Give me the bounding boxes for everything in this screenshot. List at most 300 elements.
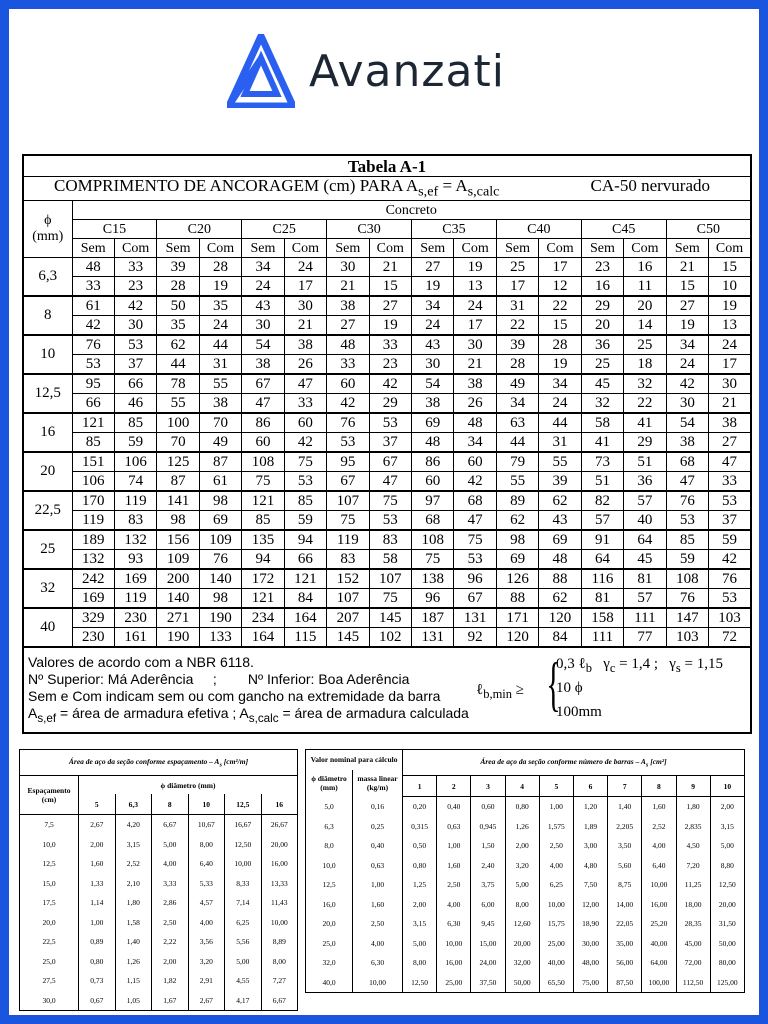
subtitle-text: COMPRIMENTO DE ANCORAGEM (cm) PARA A bbox=[54, 176, 419, 195]
anchorage-value-inferior: 33 bbox=[72, 277, 114, 297]
anchorage-value-superior: 94 bbox=[284, 530, 326, 550]
diameter-cell: 32,0 bbox=[306, 953, 353, 973]
area-value: 1,26 bbox=[115, 952, 152, 972]
area-value: 1,14 bbox=[79, 893, 116, 913]
esp-title-subscript: s bbox=[219, 761, 222, 769]
anchorage-value-superior: 151 bbox=[72, 452, 114, 472]
anchorage-value-superior: 21 bbox=[369, 258, 411, 277]
anchorage-value-inferior: 98 bbox=[199, 589, 241, 609]
anchorage-value-inferior: 26 bbox=[284, 355, 326, 375]
sem-header: Sem bbox=[581, 239, 623, 258]
geq-symbol: ≥ bbox=[515, 682, 524, 699]
anchorage-value-inferior: 15 bbox=[369, 277, 411, 297]
area-value: 8,00 bbox=[505, 895, 539, 915]
anchorage-value-superior: 271 bbox=[157, 608, 199, 628]
anchorage-value-superior: 27 bbox=[412, 258, 454, 277]
anchorage-value-superior: 60 bbox=[327, 374, 369, 394]
anchorage-value-inferior: 37 bbox=[369, 433, 411, 453]
area-value: 10,00 bbox=[225, 854, 262, 874]
area-value: 45,00 bbox=[676, 934, 710, 954]
anchorage-value-superior: 98 bbox=[496, 530, 538, 550]
area-value: 112,50 bbox=[676, 973, 710, 993]
area-value: 1,20 bbox=[573, 797, 607, 817]
bars-title-unit: [cm²] bbox=[648, 756, 667, 766]
area-value: 0,945 bbox=[471, 817, 505, 837]
bar-count-header: 8 bbox=[642, 776, 676, 797]
anchorage-value-inferior: 29 bbox=[369, 394, 411, 414]
table-subtitle bbox=[23, 177, 751, 201]
diameter-cell: 32 bbox=[23, 569, 72, 608]
avanzati-triangle-icon bbox=[227, 34, 295, 108]
anchorage-value-inferior: 13 bbox=[709, 316, 751, 336]
area-value: 80,00 bbox=[710, 953, 744, 973]
anchorage-value-superior: 111 bbox=[624, 608, 666, 628]
anchorage-value-superior: 119 bbox=[327, 530, 369, 550]
gamma-s: γ bbox=[669, 656, 676, 673]
esp-title-text: Área de aço da seção conforme espaçamento – A bbox=[68, 756, 220, 766]
anchorage-value-superior: 42 bbox=[369, 374, 411, 394]
area-value: 75,00 bbox=[573, 973, 607, 993]
area-value: 3,15 bbox=[710, 817, 744, 837]
anchorage-value-superior: 69 bbox=[412, 413, 454, 433]
area-value: 50,00 bbox=[710, 934, 744, 954]
anchorage-value-superior: 59 bbox=[709, 530, 751, 550]
sem-header: Sem bbox=[666, 239, 708, 258]
area-value: 4,00 bbox=[188, 913, 225, 933]
area-value: 8,00 bbox=[188, 835, 225, 855]
anchorage-value-superior: 131 bbox=[454, 608, 496, 628]
anchorage-value-inferior: 103 bbox=[666, 628, 708, 648]
concreto-header: Concreto bbox=[72, 201, 751, 220]
anchorage-value-superior: 164 bbox=[284, 608, 326, 628]
diameter-cell: 6,3 bbox=[306, 817, 353, 837]
area-value: 12,60 bbox=[505, 914, 539, 934]
anchorage-value-superior: 86 bbox=[242, 413, 284, 433]
anchorage-value-inferior: 13 bbox=[454, 277, 496, 297]
diameter-group-header: ϕ diâmetro (mm) bbox=[79, 776, 298, 795]
diameter-cell: 10,0 bbox=[306, 856, 353, 876]
anchorage-value-superior: 88 bbox=[539, 569, 581, 589]
com-header: Com bbox=[369, 239, 411, 258]
area-value: 1,26 bbox=[505, 817, 539, 837]
area-value: 1,80 bbox=[115, 893, 152, 913]
anchorage-value-superior: 97 bbox=[412, 491, 454, 511]
area-value: 1,00 bbox=[79, 913, 116, 933]
area-value: 1,575 bbox=[539, 817, 573, 837]
steel-class: CA-50 nervurado bbox=[590, 176, 710, 195]
anchorage-value-inferior: 94 bbox=[242, 550, 284, 570]
anchorage-value-superior: 120 bbox=[539, 608, 581, 628]
anchorage-value-inferior: 18 bbox=[624, 355, 666, 375]
area-value: 0,60 bbox=[471, 797, 505, 817]
area-value: 4,00 bbox=[642, 836, 676, 856]
concrete-class: C35 bbox=[412, 220, 497, 239]
anchorage-value-superior: 15 bbox=[709, 258, 751, 277]
area-value: 5,00 bbox=[505, 875, 539, 895]
area-value: 10,00 bbox=[642, 875, 676, 895]
area-value: 100,00 bbox=[642, 973, 676, 993]
area-value: 16,67 bbox=[225, 815, 262, 835]
area-value: 6,25 bbox=[539, 875, 573, 895]
area-value: 6,40 bbox=[188, 854, 225, 874]
diameter-header: 6,3 bbox=[115, 794, 152, 815]
area-value: 30,00 bbox=[573, 934, 607, 954]
anchorage-value-inferior: 92 bbox=[454, 628, 496, 648]
com-header: Com bbox=[539, 239, 581, 258]
anchorage-value-superior: 33 bbox=[114, 258, 156, 277]
anchorage-value-superior: 19 bbox=[454, 258, 496, 277]
anchorage-value-superior: 30 bbox=[327, 258, 369, 277]
area-value: 87,50 bbox=[608, 973, 642, 993]
area-value: 1,60 bbox=[437, 856, 471, 876]
anchorage-value-inferior: 75 bbox=[327, 511, 369, 531]
anchorage-value-superior: 86 bbox=[412, 452, 454, 472]
anchorage-value-superior: 23 bbox=[581, 258, 623, 277]
area-value: 10,00 bbox=[539, 895, 573, 915]
area-value: 10,00 bbox=[261, 913, 298, 933]
lb-min-formula bbox=[476, 652, 751, 724]
bars-title-text: Área de aço da seção conforme número de barras – A bbox=[480, 756, 646, 766]
area-value: 15,00 bbox=[471, 934, 505, 954]
anchorage-value-inferior: 27 bbox=[327, 316, 369, 336]
anchorage-value-inferior: 72 bbox=[709, 628, 751, 648]
anchorage-value-superior: 140 bbox=[199, 569, 241, 589]
anchorage-value-superior: 95 bbox=[72, 374, 114, 394]
area-value: 0,80 bbox=[79, 952, 116, 972]
anchorage-value-superior: 30 bbox=[709, 374, 751, 394]
area-value: 25,00 bbox=[437, 973, 471, 993]
area-value: 5,00 bbox=[152, 835, 189, 855]
anchorage-value-superior: 207 bbox=[327, 608, 369, 628]
concrete-class: C50 bbox=[666, 220, 751, 239]
area-value: 2,00 bbox=[403, 895, 437, 915]
anchorage-value-superior: 66 bbox=[114, 374, 156, 394]
anchorage-value-superior: 82 bbox=[581, 491, 623, 511]
anchorage-value-superior: 39 bbox=[496, 335, 538, 355]
anchorage-value-superior: 28 bbox=[539, 335, 581, 355]
anchorage-value-inferior: 42 bbox=[284, 433, 326, 453]
anchorage-value-inferior: 48 bbox=[412, 433, 454, 453]
anchorage-value-inferior: 24 bbox=[666, 355, 708, 375]
anchorage-value-superior: 158 bbox=[581, 608, 623, 628]
area-value: 2,00 bbox=[505, 836, 539, 856]
anchorage-value-superior: 89 bbox=[496, 491, 538, 511]
anchorage-value-inferior: 60 bbox=[242, 433, 284, 453]
anchorage-value-superior: 242 bbox=[72, 569, 114, 589]
area-value: 0,80 bbox=[403, 856, 437, 876]
anchorage-value-superior: 91 bbox=[581, 530, 623, 550]
espacamento-cell: 20,0 bbox=[20, 913, 79, 933]
sem-header: Sem bbox=[496, 239, 538, 258]
mass-cell: 6,30 bbox=[353, 953, 403, 973]
anchorage-value-inferior: 53 bbox=[72, 355, 114, 375]
anchorage-value-inferior: 21 bbox=[454, 355, 496, 375]
anchorage-value-superior: 54 bbox=[666, 413, 708, 433]
diameter-header: ϕ diâmetro (mm) bbox=[306, 770, 353, 797]
diameter-cell: 8 bbox=[23, 296, 72, 335]
anchorage-value-superior: 24 bbox=[454, 296, 496, 316]
anchorage-value-inferior: 115 bbox=[284, 628, 326, 648]
area-value: 4,57 bbox=[188, 893, 225, 913]
anchorage-value-superior: 70 bbox=[199, 413, 241, 433]
area-value: 2,40 bbox=[471, 856, 505, 876]
area-value: 4,17 bbox=[225, 991, 262, 1011]
bar-count-header: 6 bbox=[573, 776, 607, 797]
anchorage-value-inferior: 58 bbox=[369, 550, 411, 570]
area-value: 35,00 bbox=[608, 934, 642, 954]
anchorage-value-inferior: 42 bbox=[327, 394, 369, 414]
anchorage-value-inferior: 24 bbox=[242, 277, 284, 297]
area-value: 1,05 bbox=[115, 991, 152, 1011]
anchorage-value-inferior: 44 bbox=[496, 433, 538, 453]
diameter-cell: 40,0 bbox=[306, 973, 353, 993]
anchorage-value-superior: 64 bbox=[624, 530, 666, 550]
anchorage-value-superior: 76 bbox=[327, 413, 369, 433]
note-line: Sem e Com indicam sem ou com gancho na extremidade da barra bbox=[28, 687, 441, 704]
anchorage-value-superior: 20 bbox=[624, 296, 666, 316]
note-subscript: s,calc bbox=[248, 711, 279, 725]
gamma-c: γ bbox=[603, 656, 610, 673]
anchorage-value-inferior: 45 bbox=[624, 550, 666, 570]
anchorage-value-superior: 152 bbox=[327, 569, 369, 589]
anchorage-value-inferior: 53 bbox=[284, 472, 326, 492]
area-value: 5,00 bbox=[710, 836, 744, 856]
anchorage-value-superior: 24 bbox=[284, 258, 326, 277]
note-subscript: s,ef bbox=[37, 711, 57, 725]
anchorage-value-inferior: 32 bbox=[581, 394, 623, 414]
concrete-class: C15 bbox=[72, 220, 157, 239]
anchorage-value-superior: 34 bbox=[539, 374, 581, 394]
anchorage-value-superior: 69 bbox=[539, 530, 581, 550]
area-value: 0,80 bbox=[505, 797, 539, 817]
anchorage-value-inferior: 70 bbox=[157, 433, 199, 453]
area-value: 1,60 bbox=[79, 854, 116, 874]
anchorage-value-inferior: 29 bbox=[624, 433, 666, 453]
area-value: 31,50 bbox=[710, 914, 744, 934]
area-value: 3,33 bbox=[152, 874, 189, 894]
anchorage-value-superior: 48 bbox=[327, 335, 369, 355]
mass-cell: 1,60 bbox=[353, 895, 403, 915]
area-value: 2,00 bbox=[79, 835, 116, 855]
anchorage-value-superior: 108 bbox=[242, 452, 284, 472]
mass-cell: 4,00 bbox=[353, 934, 403, 954]
anchorage-value-superior: 189 bbox=[72, 530, 114, 550]
diameter-header: 16 bbox=[261, 794, 298, 815]
anchorage-value-superior: 53 bbox=[369, 413, 411, 433]
bar-count-header: 3 bbox=[471, 776, 505, 797]
area-value: 1,40 bbox=[608, 797, 642, 817]
anchorage-value-superior: 45 bbox=[581, 374, 623, 394]
anchorage-value-superior: 121 bbox=[242, 491, 284, 511]
anchorage-value-superior: 42 bbox=[666, 374, 708, 394]
anchorage-value-inferior: 19 bbox=[369, 316, 411, 336]
area-value: 8,89 bbox=[261, 932, 298, 952]
lb-subscript: b,min bbox=[483, 687, 513, 702]
anchorage-value-inferior: 37 bbox=[114, 355, 156, 375]
anchorage-value-inferior: 133 bbox=[199, 628, 241, 648]
diameter-cell: 8,0 bbox=[306, 836, 353, 856]
anchorage-value-inferior: 17 bbox=[454, 316, 496, 336]
anchorage-value-inferior: 74 bbox=[114, 472, 156, 492]
area-value: 18,90 bbox=[573, 914, 607, 934]
lb-option: 100mm bbox=[556, 704, 602, 721]
anchorage-value-inferior: 131 bbox=[412, 628, 454, 648]
anchorage-value-superior: 60 bbox=[284, 413, 326, 433]
anchorage-value-superior: 55 bbox=[539, 452, 581, 472]
anchorage-value-inferior: 62 bbox=[496, 511, 538, 531]
anchorage-value-inferior: 30 bbox=[114, 316, 156, 336]
area-value: 48,00 bbox=[573, 953, 607, 973]
brace-icon: { bbox=[546, 651, 561, 718]
area-value: 0,20 bbox=[403, 797, 437, 817]
diameter-header: 12,5 bbox=[225, 794, 262, 815]
anchorage-value-inferior: 57 bbox=[581, 511, 623, 531]
anchorage-value-superior: 51 bbox=[624, 452, 666, 472]
anchorage-value-superior: 16 bbox=[624, 258, 666, 277]
diameter-cell: 40 bbox=[23, 608, 72, 647]
anchorage-value-superior: 145 bbox=[369, 608, 411, 628]
anchorage-value-superior: 44 bbox=[539, 413, 581, 433]
diameter-cell: 20,0 bbox=[306, 914, 353, 934]
anchorage-value-inferior: 75 bbox=[369, 589, 411, 609]
anchorage-value-inferior: 20 bbox=[581, 316, 623, 336]
diameter-cell: 22,5 bbox=[23, 491, 72, 530]
anchorage-value-superior: 135 bbox=[242, 530, 284, 550]
anchorage-value-inferior: 30 bbox=[412, 355, 454, 375]
area-value: 8,80 bbox=[710, 856, 744, 876]
area-value: 3,56 bbox=[188, 932, 225, 952]
anchorage-value-inferior: 40 bbox=[624, 511, 666, 531]
anchorage-value-superior: 85 bbox=[666, 530, 708, 550]
anchorage-value-inferior: 59 bbox=[666, 550, 708, 570]
area-value: 2,91 bbox=[188, 971, 225, 991]
anchorage-value-superior: 47 bbox=[284, 374, 326, 394]
area-value: 1,15 bbox=[115, 971, 152, 991]
anchorage-value-inferior: 145 bbox=[327, 628, 369, 648]
mass-cell: 2,50 bbox=[353, 914, 403, 934]
mass-cell: 0,16 bbox=[353, 797, 403, 817]
anchorage-value-inferior: 42 bbox=[72, 316, 114, 336]
mass-cell: 0,25 bbox=[353, 817, 403, 837]
area-value: 20,00 bbox=[505, 934, 539, 954]
anchorage-value-superior: 34 bbox=[666, 335, 708, 355]
anchorage-value-inferior: 26 bbox=[454, 394, 496, 414]
anchorage-value-inferior: 77 bbox=[624, 628, 666, 648]
area-value: 24,00 bbox=[471, 953, 505, 973]
esp-title-unit: [cm²/m] bbox=[221, 756, 249, 766]
anchorage-value-superior: 41 bbox=[624, 413, 666, 433]
espacamento-cell: 10,0 bbox=[20, 835, 79, 855]
anchorage-value-superior: 75 bbox=[454, 530, 496, 550]
anchorage-value-superior: 96 bbox=[454, 569, 496, 589]
area-value: 1,89 bbox=[573, 817, 607, 837]
anchorage-value-superior: 116 bbox=[581, 569, 623, 589]
diameter-cell: 5,0 bbox=[306, 797, 353, 817]
area-value: 12,50 bbox=[225, 835, 262, 855]
area-value: 4,00 bbox=[152, 854, 189, 874]
mass-header: massa linear (kg/m) bbox=[353, 770, 403, 797]
anchorage-value-inferior: 84 bbox=[284, 589, 326, 609]
anchorage-value-superior: 48 bbox=[454, 413, 496, 433]
anchorage-value-inferior: 107 bbox=[327, 589, 369, 609]
anchorage-value-inferior: 98 bbox=[157, 511, 199, 531]
area-value: 2,86 bbox=[152, 893, 189, 913]
anchorage-value-superior: 35 bbox=[199, 296, 241, 316]
area-value: 2,50 bbox=[539, 836, 573, 856]
notes-cell bbox=[23, 647, 751, 733]
area-value: 1,67 bbox=[152, 991, 189, 1011]
anchorage-value-superior: 48 bbox=[72, 258, 114, 277]
anchorage-value-superior: 21 bbox=[666, 258, 708, 277]
area-value: 8,00 bbox=[261, 952, 298, 972]
anchorage-value-inferior: 53 bbox=[327, 433, 369, 453]
anchorage-value-superior: 100 bbox=[157, 413, 199, 433]
anchorage-value-superior: 30 bbox=[284, 296, 326, 316]
area-value: 0,63 bbox=[437, 817, 471, 837]
anchorage-value-inferior: 83 bbox=[114, 511, 156, 531]
area-value: 1,50 bbox=[471, 836, 505, 856]
document-page bbox=[9, 9, 759, 1015]
anchorage-value-superior: 67 bbox=[369, 452, 411, 472]
brand-name: Avanzati bbox=[309, 45, 505, 97]
anchorage-value-superior: 329 bbox=[72, 608, 114, 628]
area-value: 32,00 bbox=[505, 953, 539, 973]
area-value: 1,00 bbox=[539, 797, 573, 817]
anchorage-value-superior: 17 bbox=[539, 258, 581, 277]
anchorage-value-inferior: 62 bbox=[539, 589, 581, 609]
anchorage-value-inferior: 19 bbox=[666, 316, 708, 336]
area-value: 12,00 bbox=[573, 895, 607, 915]
area-value: 22,05 bbox=[608, 914, 642, 934]
anchorage-value-inferior: 37 bbox=[709, 511, 751, 531]
area-value: 1,33 bbox=[79, 874, 116, 894]
anchorage-value-inferior: 120 bbox=[496, 628, 538, 648]
area-value: 6,67 bbox=[261, 991, 298, 1011]
area-value: 5,00 bbox=[225, 952, 262, 972]
area-value: 12,50 bbox=[403, 973, 437, 993]
anchorage-value-superior: 125 bbox=[157, 452, 199, 472]
area-value: 56,00 bbox=[608, 953, 642, 973]
anchorage-value-superior: 57 bbox=[624, 491, 666, 511]
anchorage-value-inferior: 57 bbox=[624, 589, 666, 609]
area-value: 72,00 bbox=[676, 953, 710, 973]
area-value: 1,00 bbox=[437, 836, 471, 856]
area-value: 8,75 bbox=[608, 875, 642, 895]
anchorage-value-inferior: 19 bbox=[412, 277, 454, 297]
anchorage-value-inferior: 106 bbox=[72, 472, 114, 492]
anchorage-value-inferior: 66 bbox=[72, 394, 114, 414]
anchorage-value-superior: 68 bbox=[666, 452, 708, 472]
nominal-header: Valor nominal para cálculo bbox=[306, 750, 403, 770]
gamma-value: = 1,15 bbox=[680, 656, 724, 673]
bar-count-header: 2 bbox=[437, 776, 471, 797]
area-value: 1,82 bbox=[152, 971, 189, 991]
area-value: 2,00 bbox=[152, 952, 189, 972]
note-line: Nº Superior: Má Aderência ; Nº Inferior: Boa Aderência bbox=[28, 670, 410, 687]
area-value: 2,52 bbox=[642, 817, 676, 837]
anchorage-value-inferior: 67 bbox=[454, 589, 496, 609]
anchorage-value-superior: 24 bbox=[709, 335, 751, 355]
note-text: = área de armadura efetiva ; A bbox=[56, 704, 249, 721]
anchorage-value-superior: 42 bbox=[114, 296, 156, 316]
anchorage-value-inferior: 17 bbox=[496, 277, 538, 297]
anchorage-value-superior: 19 bbox=[709, 296, 751, 316]
anchorage-value-superior: 30 bbox=[454, 335, 496, 355]
anchorage-value-inferior: 87 bbox=[157, 472, 199, 492]
anchorage-value-superior: 170 bbox=[72, 491, 114, 511]
espacamento-cell: 25,0 bbox=[20, 952, 79, 972]
area-value: 7,50 bbox=[573, 875, 607, 895]
